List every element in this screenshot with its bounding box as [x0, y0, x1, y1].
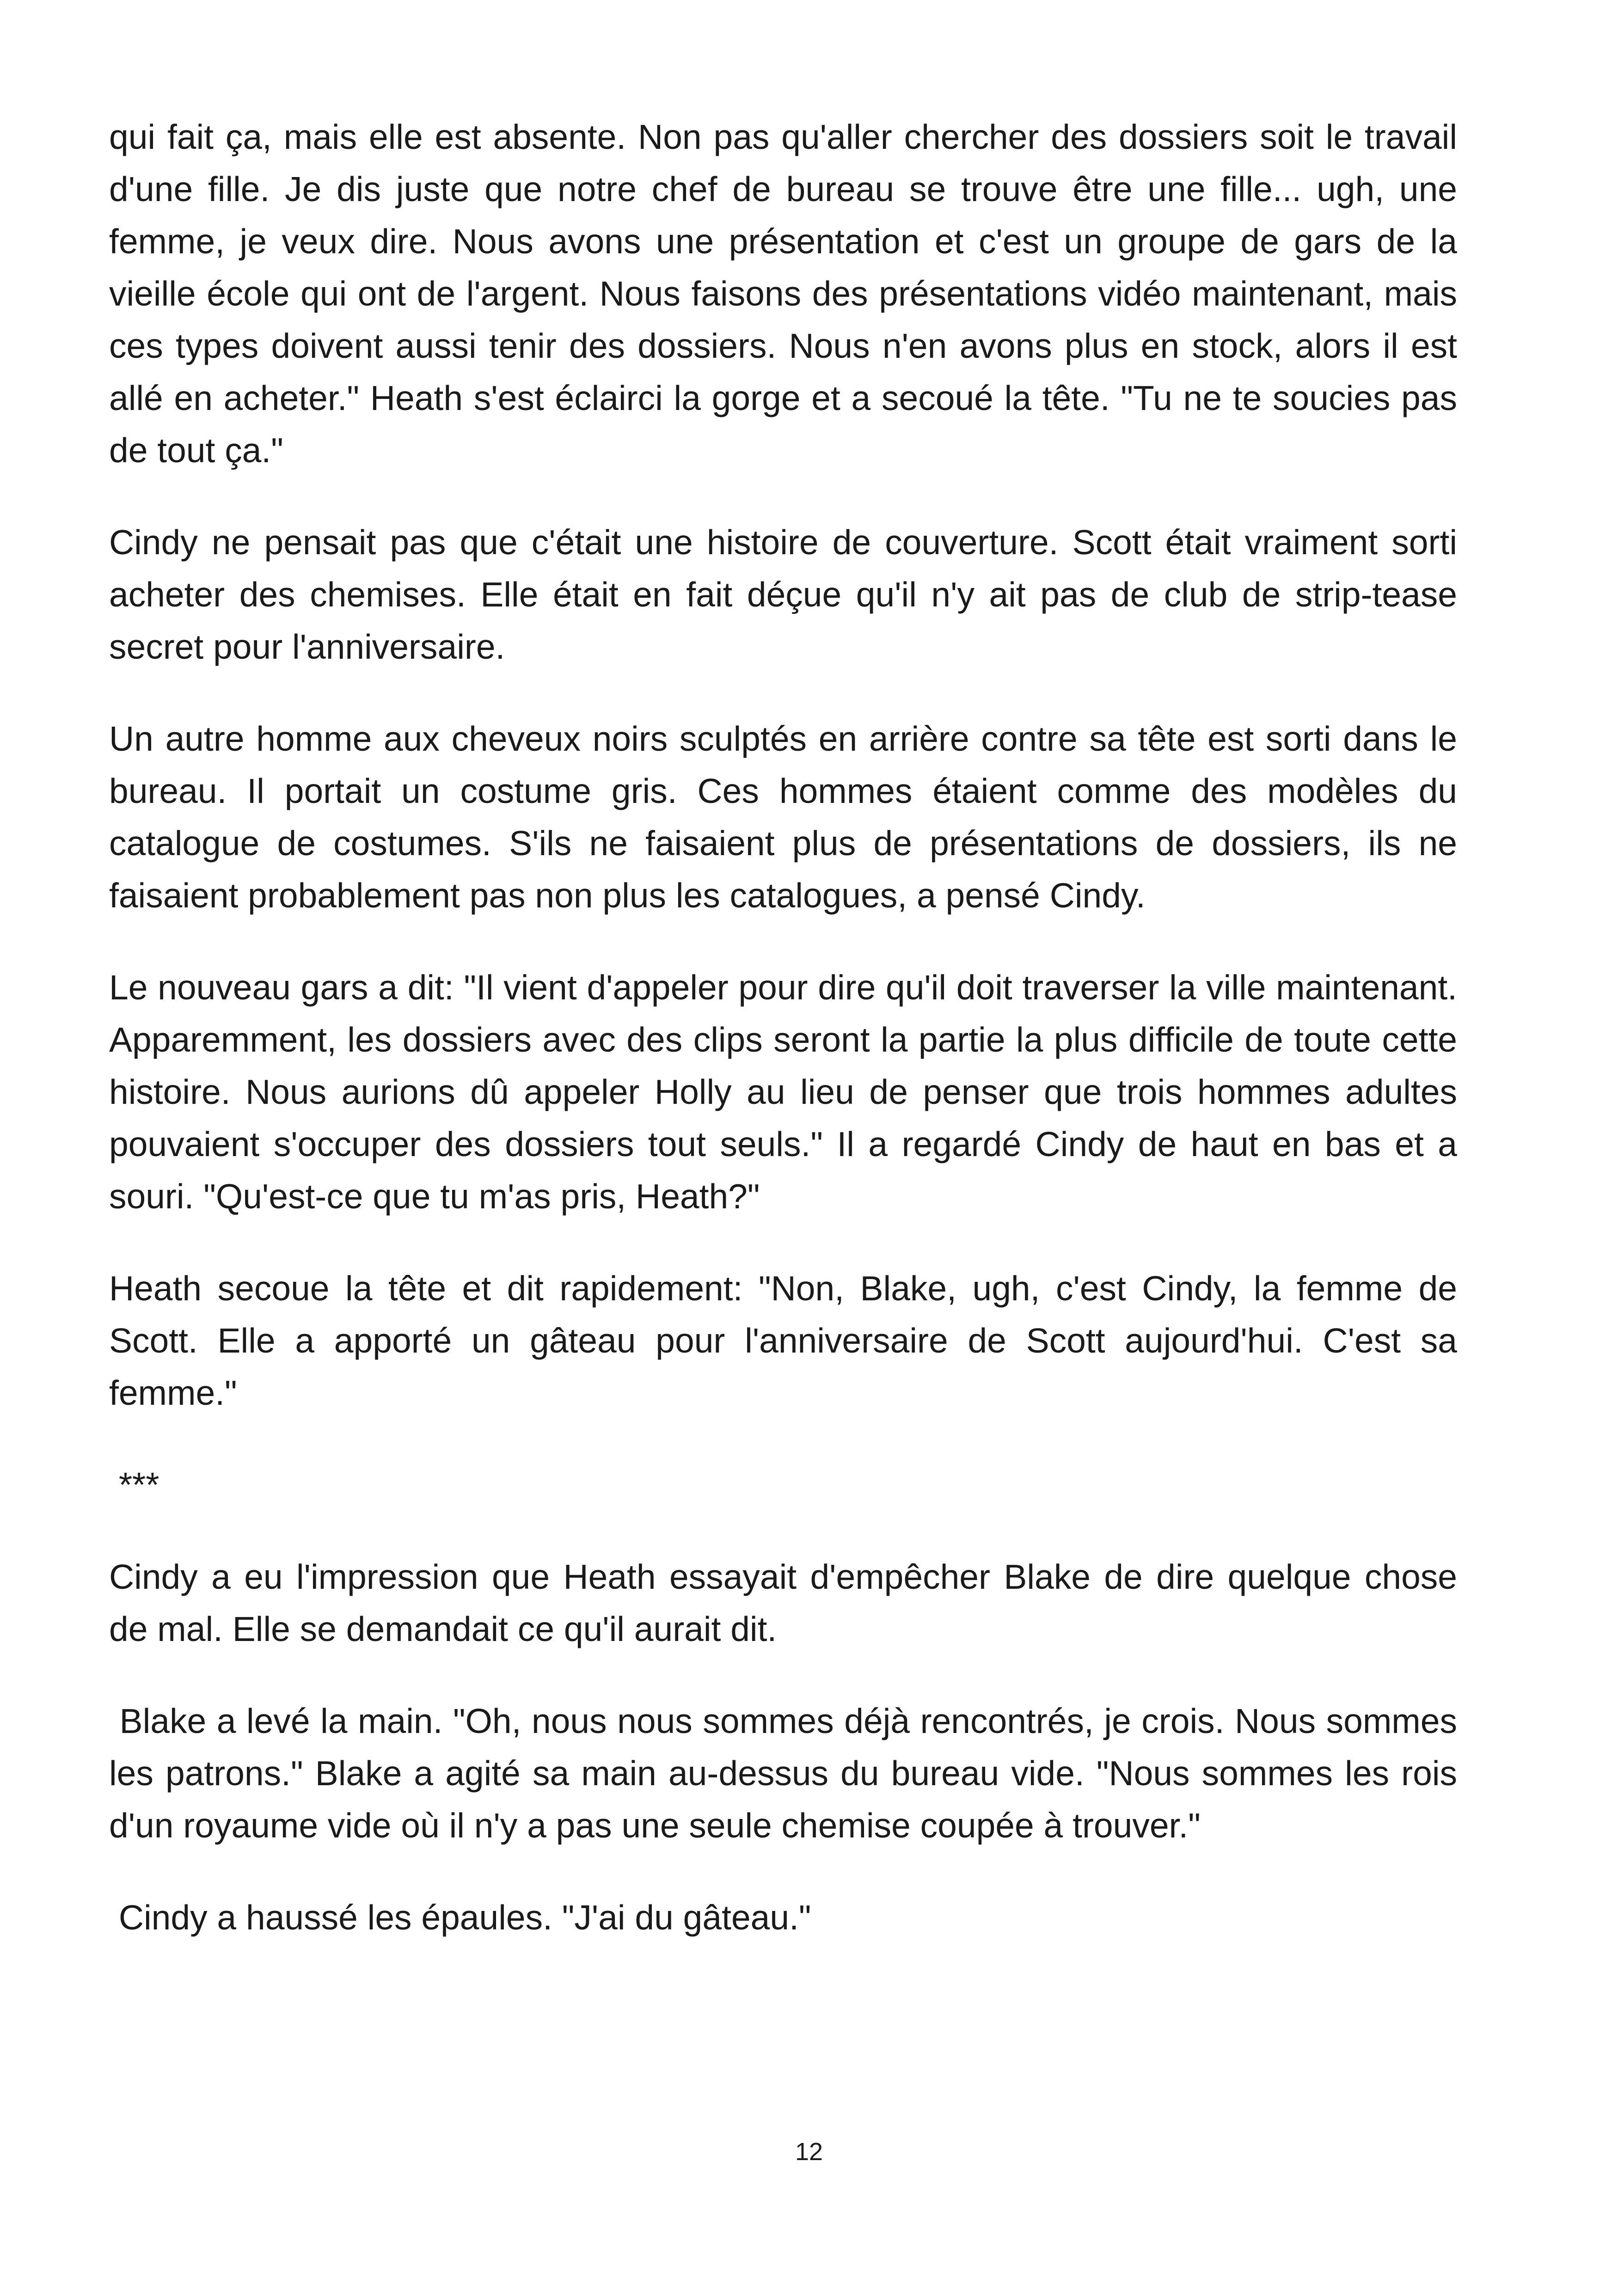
paragraph-5: Heath secoue la tête et dit rapidement: "Non, Blake, ugh, c'est Cindy, la femme de Scott. Elle a apporté un gâteau pour l'anniversaire de Scott aujourd'hui. C'est sa femme.": [109, 1269, 1457, 1412]
body-text: [109, 111, 1467, 1944]
paragraph-4: Le nouveau gars a dit: "Il vient d'appeler pour dire qu'il doit traverser la ville maintenant. Apparemment, les dossiers avec des clips seront la partie la plus difficile de toute cette histoire. Nous aurions dû appeler Holly au lieu de penser que trois hommes adultes pouvaient s'occuper des dossiers tout seuls." Il a regardé Cindy de haut en bas et a souri. "Qu'est-ce que tu m'as pris, Heath?": [109, 968, 1457, 1216]
paragraph-8: Cindy a haussé les épaules. "J'ai du gâteau.": [109, 1898, 811, 1937]
paragraph-2: Cindy ne pensait pas que c'était une histoire de couverture. Scott était vraiment sorti acheter des chemises. Elle était en fait déçue qu'il n'y ait pas de club de strip-tease secret pour l'anniversaire.: [109, 523, 1457, 666]
paragraph-3: Un autre homme aux cheveux noirs sculptés en arrière contre sa tête est sorti dans le bureau. Il portait un costume gris. Ces hommes étaient comme des modèles du catalogue de costumes. S'ils ne faisaient plus de présentations de dossiers, ils ne faisaient probablement pas non plus les catalogues, a pensé Cindy.: [109, 719, 1457, 915]
page-number: 12: [795, 2138, 823, 2166]
scene-break: ***: [109, 1465, 159, 1504]
paragraph-6: Cindy a eu l'impression que Heath essayait d'empêcher Blake de dire quelque chose de mal. Elle se demandait ce qu'il aurait dit.: [109, 1557, 1457, 1648]
paragraph-1: qui fait ça, mais elle est absente. Non pas qu'aller chercher des dossiers soit le travail d'une fille. Je dis juste que notre chef de bureau se trouve être une fille... ugh, une femme, je veux dire. Nous avons une présentation et c'est un groupe de gars de la vieille école qui ont de l'argent. Nous faisons des présentations vidéo maintenant, mais ces types doivent aussi tenir des dossiers. Nous n'en avons plus en stock, alors il est allé en acheter." Heath s'est éclairci la gorge et a secoué la tête. "Tu ne te soucies pas de tout ça.": [109, 117, 1457, 470]
paragraph-7: Blake a levé la main. "Oh, nous nous sommes déjà rencontrés, je crois. Nous sommes les patrons." Blake a agité sa main au-dessus du bureau vide. "Nous sommes les rois d'un royaume vide où il n'y a pas une seule chemise coupée à trouver.": [109, 1702, 1467, 1845]
